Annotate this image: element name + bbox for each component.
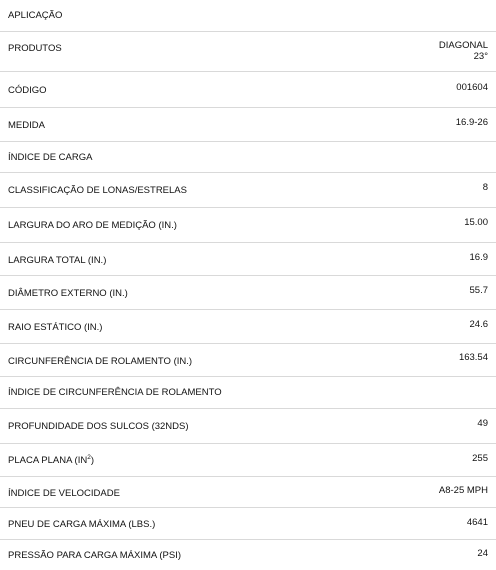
spec-label-text: PLACA PLANA (IN [8, 455, 88, 466]
spec-value: 163.54 [458, 352, 488, 363]
spec-value-line: 23° [473, 51, 488, 62]
spec-row [0, 142, 496, 173]
spec-value: 55.7 [469, 285, 488, 296]
spec-label [8, 455, 94, 466]
spec-label: MEDIDA [8, 120, 45, 131]
spec-value: 49 [477, 418, 488, 429]
spec-label: ÍNDICE DE CIRCUNFERÊNCIA DE ROLAMENTO [8, 387, 222, 398]
spec-row-application [0, 0, 496, 32]
spec-row [0, 508, 496, 540]
spec-row [0, 409, 496, 444]
spec-value: 24.6 [469, 319, 488, 330]
spec-row [0, 208, 496, 243]
spec-value: 16.9-26 [455, 117, 488, 128]
spec-value: 15.00 [464, 217, 488, 228]
spec-label: PROFUNDIDADE DOS SULCOS (32NDS) [8, 421, 189, 432]
spec-label-superscript: 2 [87, 453, 91, 461]
spec-label: PRODUTOS [8, 43, 62, 54]
spec-label: RAIO ESTÁTICO (IN.) [8, 322, 103, 333]
spec-value: 8 [482, 182, 488, 193]
spec-label: DIÂMETRO EXTERNO (IN.) [8, 288, 128, 299]
spec-label: ÍNDICE DE VELOCIDADE [8, 488, 120, 499]
spec-row [0, 108, 496, 142]
spec-label: CÓDIGO [8, 85, 47, 96]
spec-value: 001604 [456, 82, 488, 93]
spec-row [0, 310, 496, 344]
spec-row [0, 377, 496, 409]
spec-value: 255 [472, 453, 488, 464]
spec-value: A8-25 MPH [438, 485, 488, 496]
spec-label-text: ) [90, 455, 94, 466]
spec-label: ÍNDICE DE CARGA [8, 152, 93, 163]
spec-row [0, 276, 496, 310]
spec-value-line: DIAGONAL [438, 40, 488, 51]
spec-value: 24 [477, 548, 488, 559]
spec-label: CLASSIFICAÇÃO DE LONAS/ESTRELAS [8, 185, 187, 196]
spec-row [0, 173, 496, 208]
spec-row [0, 540, 496, 570]
spec-row [0, 72, 496, 108]
spec-label: APLICAÇÃO [8, 10, 63, 21]
spec-row [0, 444, 496, 477]
spec-row [0, 243, 496, 276]
spec-label: LARGURA DO ARO DE MEDIÇÃO (IN.) [8, 220, 177, 231]
spec-value: 4641 [466, 517, 488, 528]
spec-label: PNEU DE CARGA MÁXIMA (LBS.) [8, 519, 156, 530]
spec-row [0, 344, 496, 377]
spec-label: CIRCUNFERÊNCIA DE ROLAMENTO (IN.) [8, 356, 193, 367]
spec-value [439, 40, 488, 62]
spec-label: LARGURA TOTAL (IN.) [8, 255, 107, 266]
spec-row [0, 477, 496, 508]
spec-row-products [0, 32, 496, 72]
spec-value: 16.9 [469, 252, 488, 263]
spec-label: PRESSÃO PARA CARGA MÁXIMA (PSI) [8, 550, 181, 561]
